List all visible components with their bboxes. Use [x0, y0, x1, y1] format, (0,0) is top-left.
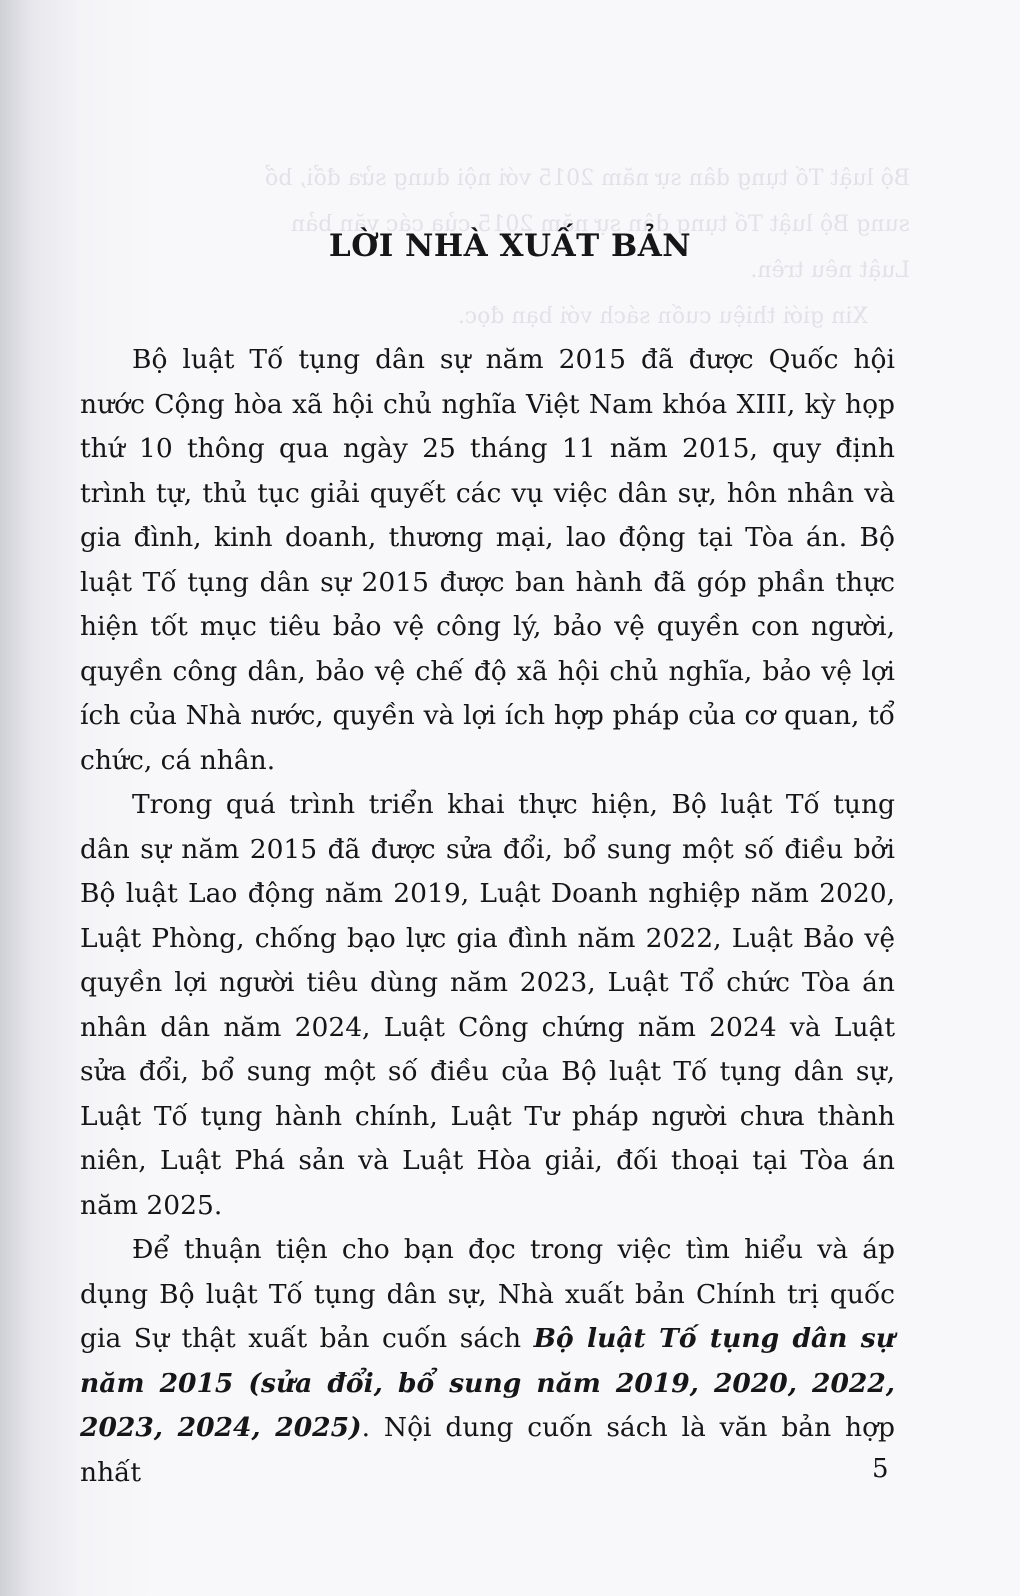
- paragraph-2: Trong quá trình triển khai thực hiện, Bộ luật Tố tụng dân sự năm 2015 đã được sửa đổi, bổ sung một số điều bởi Bộ luật Lao động năm 2019, Luật Doanh nghiệp năm 2020, Luật Phòng, chống bạo lực gia đình năm 2022, Luật Bảo vệ quyền lợi người tiêu dùng năm 2023, Luật Tổ chức Tòa án nhân dân năm 2024, Luật Công chứng năm 2024 và Luật sửa đổi, bổ sung một số điều của Bộ luật Tố tụng dân sự, Luật Tố tụng hành chính, Luật Tư pháp người chưa thành niên, Luật Phá sản và Luật Hòa giải, đối thoại tại Tòa án năm 2025.: [80, 789, 895, 1221]
- paragraph-3-start: Để thuận tiện cho bạn đọc trong việc tìm hiểu và áp dụng Bộ luật Tố tụng dân sự, Nhà xuất bản Chính trị quốc gia Sự thật xuất bản cuốn sách: [80, 1234, 895, 1354]
- body-text: [80, 338, 895, 1495]
- page-number: 5: [872, 1454, 889, 1484]
- book-title: Bộ luật Tố tụng dân sự năm 2015 (sửa đổi, bổ sung năm 2019, 2020, 2022, 2023, 2024, 2025): [80, 1323, 895, 1443]
- page-title: LỜI NHÀ XUẤT BẢN: [328, 228, 692, 264]
- paragraph-3: [80, 1228, 895, 1495]
- paragraph-3-end: . Nội dung cuốn sách là văn bản hợp nhất: [80, 1412, 895, 1488]
- show-through-text: Bộ luật Tố tụng dân sự năm 2015 với nội dung sửa đổi, bổ sung Bộ luật Tố tụng dân sự năm 2015 của các văn bản Luật nêu trên. Xin giới thiệu cuốn sách với bạn đọc.: [264, 166, 910, 329]
- paragraph-1: Bộ luật Tố tụng dân sự năm 2015 đã được Quốc hội nước Cộng hòa xã hội chủ nghĩa Việt Nam khóa XIII, kỳ họp thứ 10 thông qua ngày 25 tháng 11 năm 2015, quy định trình tự, thủ tục giải quyết các vụ việc dân sự, hôn nhân và gia đình, kinh doanh, thương mại, lao động tại Tòa án. Bộ luật Tố tụng dân sự 2015 được ban hành đã góp phần thực hiện tốt mục tiêu bảo vệ công lý, bảo vệ quyền con người, quyền công dân, bảo vệ chế độ xã hội chủ nghĩa, bảo vệ lợi ích của Nhà nước, quyền và lợi ích hợp pháp của cơ quan, tổ chức, cá nhân.: [80, 344, 895, 776]
